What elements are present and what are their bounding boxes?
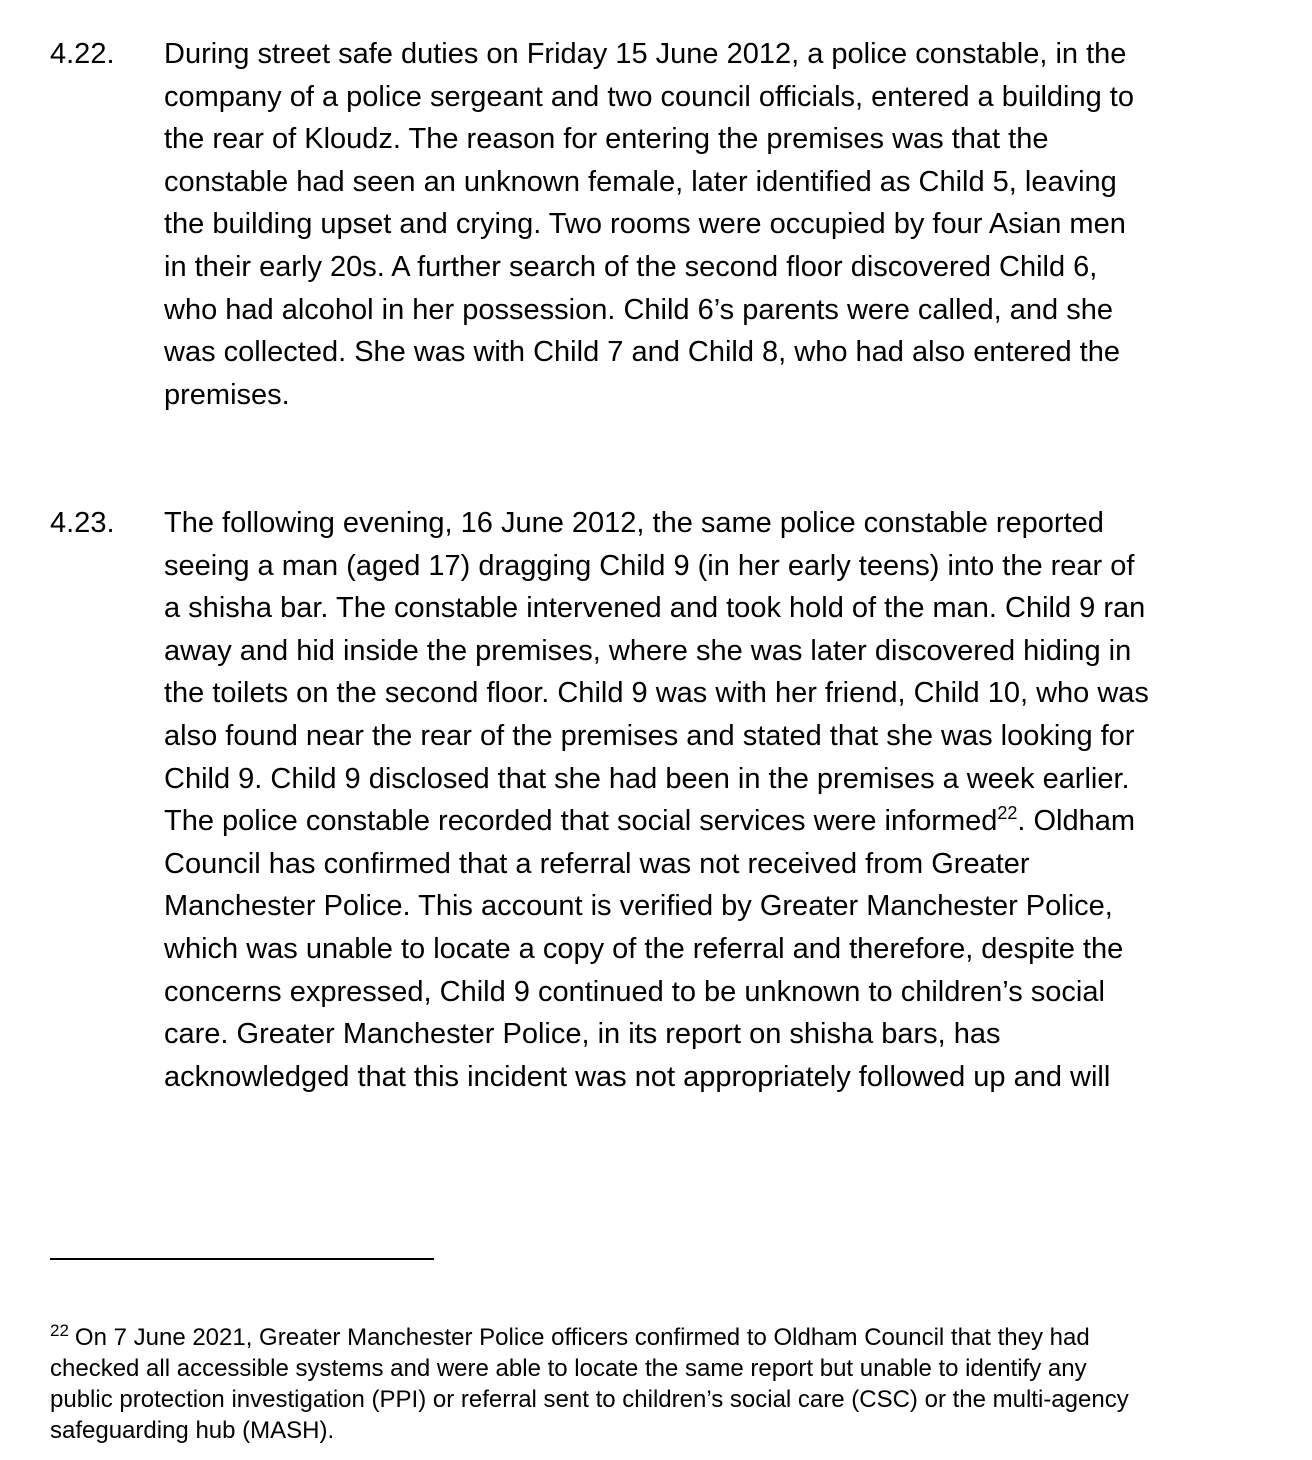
text-line: the building upset and crying. Two rooms were occupied by four Asian men	[164, 208, 1126, 241]
text-line: the toilets on the second floor. Child 9 was with her friend, Child 10, who was	[164, 677, 1149, 710]
text-line: was collected. She was with Child 7 and Child 8, who had also entered the	[164, 336, 1120, 369]
text-line: seeing a man (aged 17) dragging Child 9 (in her early teens) into the rear of	[164, 549, 1135, 582]
footnote-line	[50, 1322, 1280, 1353]
text-line: also found near the rear of the premises and stated that she was looking for	[164, 719, 1135, 752]
text-line: Manchester Police. This account is verified by Greater Manchester Police,	[164, 890, 1113, 923]
text-line: which was unable to locate a copy of the referral and therefore, despite the	[164, 932, 1124, 965]
text-segment: On 7 June 2021, Greater Manchester Police officers confirmed to Oldham Council that they had	[74, 1324, 1090, 1351]
footnote-mark: 22	[50, 1321, 69, 1340]
text-segment: . Oldham	[1017, 805, 1136, 838]
paragraph-body	[164, 33, 1264, 416]
footnote-line: public protection investigation (PPI) or referral sent to children’s social care (CSC) or the multi-agency	[50, 1386, 1129, 1413]
text-line: Council has confirmed that a referral was not received from Greater	[164, 847, 1030, 880]
paragraph-number: 4.23.	[50, 507, 115, 539]
text-line: in their early 20s. A further search of the second floor discovered Child 6,	[164, 250, 1098, 283]
text-line: constable had seen an unknown female, later identified as Child 5, leaving	[164, 165, 1117, 198]
text-line: During street safe duties on Friday 15 June 2012, a police constable, in the	[164, 38, 1127, 70]
footnote-22	[50, 1322, 1280, 1446]
text-segment: The police constable recorded that social services were informed	[164, 805, 998, 838]
text-line-with-footnote-ref	[164, 800, 1264, 843]
paragraph-number: 4.22.	[50, 38, 115, 70]
text-line: premises.	[164, 378, 290, 411]
footnote-line: checked all accessible systems and were able to locate the same report but unable to identify any	[50, 1355, 1087, 1382]
text-line: care. Greater Manchester Police, in its report on shisha bars, has	[164, 1018, 1001, 1051]
text-line: the rear of Kloudz. The reason for entering the premises was that the	[164, 123, 1049, 156]
text-line: company of a police sergeant and two council officials, entered a building to	[164, 80, 1134, 113]
footnote-line: safeguarding hub (MASH).	[50, 1417, 335, 1444]
paragraph-body	[164, 502, 1264, 1098]
footnote-separator	[50, 1258, 434, 1260]
text-line: who had alcohol in her possession. Child 6’s parents were called, and she	[164, 293, 1113, 326]
footnote-reference[interactable]: 22	[997, 803, 1018, 824]
text-line: acknowledged that this incident was not appropriately followed up and will	[164, 1060, 1111, 1093]
text-line: Child 9. Child 9 disclosed that she had been in the premises a week earlier.	[164, 762, 1130, 795]
text-line: a shisha bar. The constable intervened and took hold of the man. Child 9 ran	[164, 592, 1146, 625]
text-line: concerns expressed, Child 9 continued to be unknown to children’s social	[164, 975, 1105, 1008]
text-line: The following evening, 16 June 2012, the same police constable reported	[164, 507, 1104, 539]
text-line: away and hid inside the premises, where she was later discovered hiding in	[164, 634, 1132, 667]
